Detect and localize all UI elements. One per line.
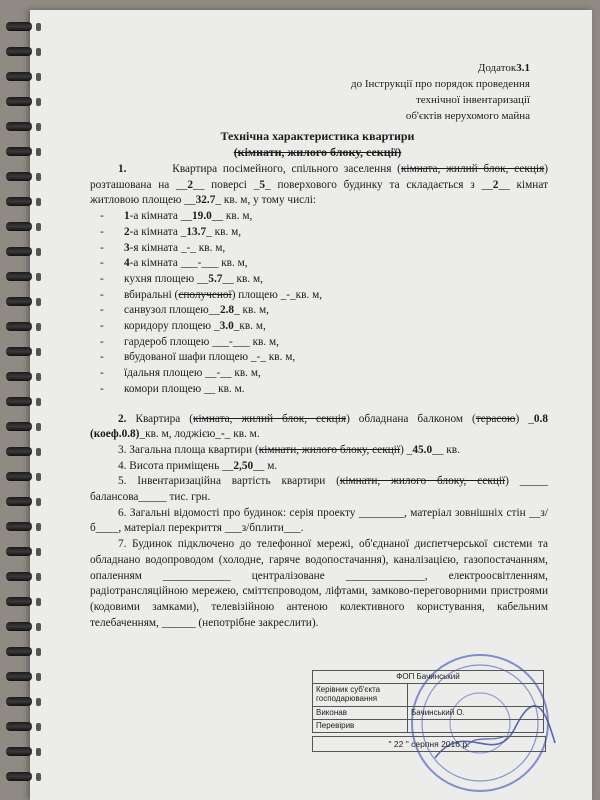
text: . Будинок підключено до телефонної мережі, об'єднаної диспетчерської системи та обладнано водопроводом (холодне, гаряче водопостачання), каналізацією, газопостачанням, опаленням ____________ централізоване ______________, електроосвітленням, радіотрансляційною мережею, сміттєпроводом, ліфтами, замково-переговорними пристроями (кодовими замками), телевізійною антеною колективного користування, кабельним телебаченням, ______ (непотрібне закреслити). (90, 538, 548, 629)
appendix-number: 3.1 (516, 62, 530, 74)
text: . Висота приміщень __ (123, 459, 234, 472)
struck-text: кімнати, жилого блоку, секції (339, 475, 506, 488)
text: __ кімнат житловою площею __ (90, 178, 549, 207)
item-text: вбиральні ( (124, 288, 179, 301)
section-number: 2. (118, 412, 127, 425)
text: ) _ (400, 443, 413, 456)
item-text: _ кв. м, (206, 225, 242, 238)
title-subline: (кімнати, жилого блоку, секції) (233, 145, 402, 159)
struck-text: терасою (475, 412, 516, 425)
stamp-cell (408, 720, 544, 733)
item-text: -я кімната _-_ кв. м, (129, 241, 226, 254)
appendix-header (351, 60, 530, 124)
area-list-item (100, 350, 548, 366)
section-number: 5 (118, 475, 124, 488)
item-text: 3 (124, 241, 130, 254)
height-value: 2,50 (233, 459, 254, 472)
loggia-value: - (220, 428, 225, 441)
stamp-row-checked: Перевірив (313, 720, 408, 733)
section-1 (90, 162, 548, 209)
stamp-executor-name: Бачинський О. (408, 707, 544, 720)
area-list-item (100, 366, 548, 382)
area-value: 5.7 (208, 272, 223, 285)
section-number: 7 (118, 538, 124, 551)
appendix-line: технічної інвентаризації (416, 94, 530, 106)
item-text: 4 (124, 257, 130, 270)
area-list-item (100, 272, 548, 288)
stamp-table (312, 670, 544, 733)
item-text: 2 (124, 225, 130, 238)
section-number: 4 (118, 459, 124, 472)
area-list-item (100, 241, 548, 257)
item-text: ) площею _-_кв. м, (231, 288, 323, 301)
text: _ кв. м. (224, 428, 260, 441)
area-list-item (100, 288, 548, 304)
text: ) розташована на __ (90, 163, 549, 191)
item-text: -а кімната __ (129, 210, 193, 223)
section-6 (90, 506, 548, 537)
area-list-item (100, 335, 548, 351)
section-5 (90, 474, 548, 505)
area-list (90, 209, 548, 397)
stamp-row-head: Керівник суб'єкта господарювання (313, 684, 408, 707)
item-text: 1 (124, 210, 130, 223)
text: _кв. м, лоджією_ (139, 428, 221, 441)
area-list-item (100, 225, 548, 241)
text: Квартира ( (126, 412, 194, 425)
living-area-value: 32.7 (195, 194, 216, 207)
text: ) обладнана балконом ( (346, 412, 476, 425)
document-body (90, 162, 548, 631)
text: ) _____ балансова_____ тис. грн. (90, 475, 548, 504)
item-text: _ кв. м, (234, 304, 269, 317)
document-title (90, 128, 545, 160)
floor-value: 2 (187, 178, 194, 191)
area-value: 2.8 (219, 304, 235, 317)
item-text: гардероб площею ___-___ кв. м, (124, 335, 280, 348)
balcony-value: 0.8 (коеф.0.8) (90, 412, 548, 441)
appendix-line: до Інструкції про порядок проведення (350, 78, 530, 90)
appendix-label: Додаток (477, 62, 517, 74)
text: . Загальна площа квартири ( (123, 443, 259, 456)
item-text: санвузол площею__ (124, 304, 220, 317)
section-2 (90, 412, 548, 443)
item-text: __ кв. м, (222, 272, 263, 285)
text: . Інвентаризаційна вартість квартири ( (123, 475, 340, 488)
item-text: коридору площею _ (124, 320, 220, 333)
area-list-item (100, 256, 548, 272)
text: __ поверсі _ (193, 178, 260, 191)
area-list-item (100, 209, 548, 225)
section-number: 6 (118, 506, 124, 519)
rooms-value: 2 (492, 178, 499, 191)
text: Квартира посімейного, спільного заселення ( (172, 163, 401, 175)
floors-total-value: 5 (259, 178, 266, 191)
text: _ поверхового будинку та складається з __ (265, 178, 493, 191)
section-number: 1. (118, 163, 127, 175)
area-list-item (100, 303, 548, 319)
section-4 (90, 459, 548, 475)
text: __ м. (253, 459, 278, 472)
text: . Загальні відомості про будинок: серія проекту ________, матеріал зовнішніх стін __з/б____, матеріал перекриття ___з/бплити___. (90, 506, 548, 535)
struck-text: кімната, жилий блок, секція (193, 412, 347, 425)
item-text: кухня площею __ (124, 272, 209, 285)
appendix-line: об'єктів нерухомого майна (405, 110, 530, 122)
struck-text: кімнати, жилого блоку, секції (258, 443, 401, 456)
area-value: 3.0 (219, 320, 234, 333)
stamp-date: " 22 " серпня 2016 р. (312, 736, 546, 752)
area-value: 13.7 (186, 225, 207, 238)
item-text: __ кв. м, (211, 210, 253, 223)
section-7 (90, 537, 548, 631)
text: _ кв. м, у тому числі: (215, 194, 317, 207)
area-list-item (100, 382, 548, 398)
item-text: комори площею __ кв. м. (124, 382, 245, 395)
stamp-cell (408, 684, 544, 707)
stamp-org: ФОП Бачинський (313, 671, 544, 684)
text: __ кв. (432, 443, 460, 456)
section-number: 3 (118, 443, 124, 456)
area-list-item (100, 319, 548, 335)
struck-text: кімната, жилий блок, секція (400, 163, 545, 175)
item-text: -а кімната ___-___ кв. м, (129, 257, 248, 270)
item-text: вбудованої шафи площею _-_ кв. м, (124, 351, 296, 364)
section-3 (90, 443, 548, 459)
area-value: 19.0 (192, 210, 212, 223)
item-text: -а кімната _ (129, 225, 187, 238)
title-line: Технічна характеристика квартири (220, 129, 415, 143)
text: ) _ (515, 412, 534, 425)
item-text: сполученої (178, 288, 232, 301)
item-text: їдальня площею __-__ кв. м, (124, 367, 261, 380)
item-text: _кв. м, (233, 320, 266, 333)
total-area-value: 45.0 (412, 443, 433, 456)
stamp-row-executed: Виконав (313, 707, 408, 720)
